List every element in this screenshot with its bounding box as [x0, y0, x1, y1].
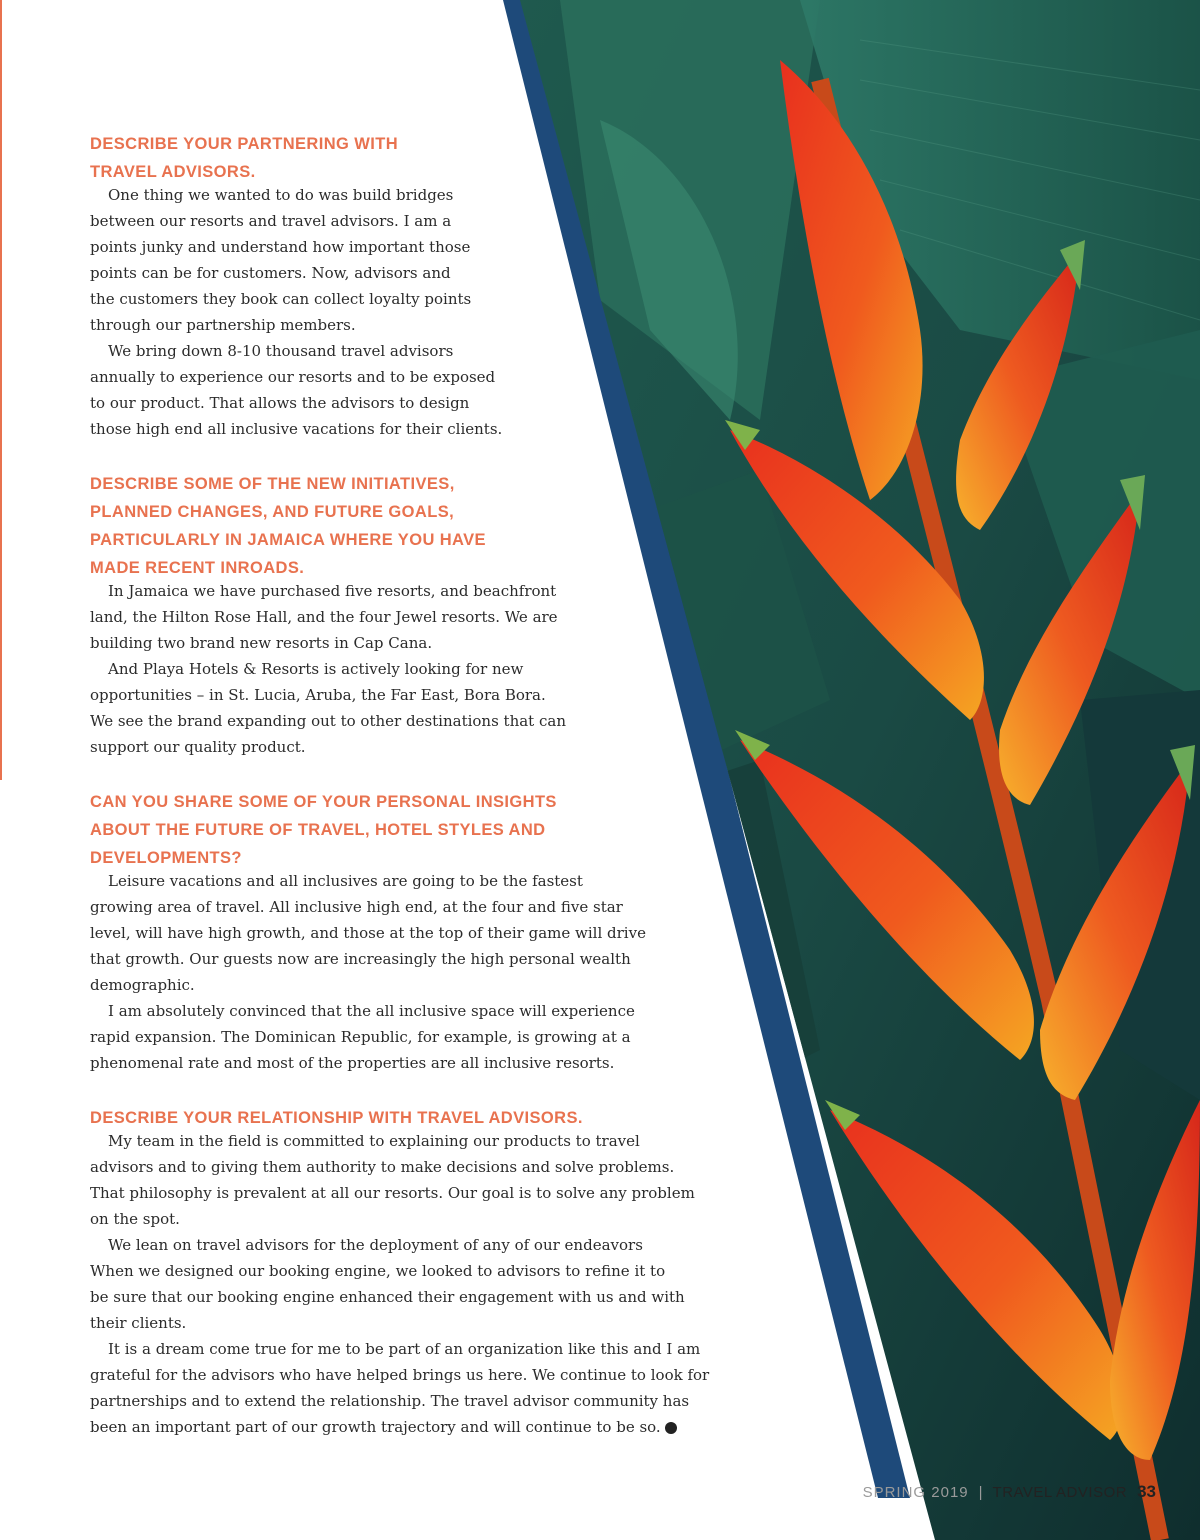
paragraph: One thing we wanted to do was build bridges between our resorts and travel advisors. I am a points junky and understand how important those points can be for customers. Now, advisors and the customers they book can collect loyalty points through our partnership members. [90, 186, 472, 334]
section-heading: DESCRIBE SOME OF THE NEW INITIATIVES, PLANNED CHANGES, AND FUTURE GOALS, PARTICULARLY IN JAMAICA WHERE YOU HAVE MADE RECENT INROADS. [90, 475, 486, 577]
paragraph: My team in the field is committed to explaining our products to travel advisors and to giving them authority to make decisions and solve problems. That philosophy is prevalent at all our resorts. Our goal is to solve any problem on the spot. [90, 1132, 695, 1228]
page-number: 33 [1137, 1482, 1156, 1501]
paragraph: Leisure vacations and all inclusives are going to be the fastest growing area of travel. All inclusive high end, at the four and five star level, will have high growth, and those at the top of their game will drive that growth. Our guests now are increasingly the high personal wealth demographic. [90, 872, 646, 994]
paragraph: It is a dream come true for me to be part of an organization like this and I am grateful for the advisors who have helped brings us here. We continue to look for partnerships and to extend the relationship. The travel advisor community has been an important part of our growth trajectory and will continue to be so. [90, 1340, 710, 1436]
paragraph: I am absolutely convinced that the all inclusive space will experience rapid expansion. The Dominican Republic, for example, is growing at a phenomenal rate and most of the properties are all inclusive resorts. [90, 1002, 635, 1072]
issue-date: SPRING 2019 [862, 1483, 969, 1501]
paragraph: And Playa Hotels & Resorts is actively looking for new opportunities – in St. Lucia, Aruba, the Far East, Bora Bora. We see the brand expanding out to other destinations that can support our quality product. [90, 660, 566, 756]
paragraph: We lean on travel advisors for the deployment of any of our endeavors When we designed our booking engine, we looked to advisors to refine it to be sure that our booking engine enhanced their engagement with us and with their clients. [90, 1236, 685, 1332]
footer-separator: | [978, 1483, 983, 1501]
section-heading: DESCRIBE YOUR PARTNERING WITH TRAVEL ADVISORS. [90, 135, 399, 181]
qa-section-initiatives [90, 470, 790, 760]
section-heading: DESCRIBE YOUR RELATIONSHIP WITH TRAVEL ADVISORS. [90, 1109, 583, 1127]
qa-section-insights [90, 788, 790, 1076]
section-heading: CAN YOU SHARE SOME OF YOUR PERSONAL INSIGHTS ABOUT THE FUTURE OF TRAVEL, HOTEL STYLES AND DEVELOPMENTS? [90, 793, 557, 867]
article-body [90, 130, 790, 1468]
qa-section-relationship [90, 1104, 790, 1440]
paragraph: In Jamaica we have purchased five resorts, and beachfront land, the Hilton Rose Hall, and the four Jewel resorts. We are building two brand new resorts in Cap Cana. [90, 582, 558, 652]
magazine-name: TRAVEL ADVISOR [992, 1483, 1128, 1501]
paragraph: We bring down 8-10 thousand travel advisors annually to experience our resorts and to be exposed to our product. That allows the advisors to design those high end all inclusive vacations for their clients. [90, 342, 503, 438]
qa-section-partnering [90, 130, 790, 442]
end-mark-icon [665, 1422, 677, 1434]
page-footer [863, 1482, 1156, 1502]
